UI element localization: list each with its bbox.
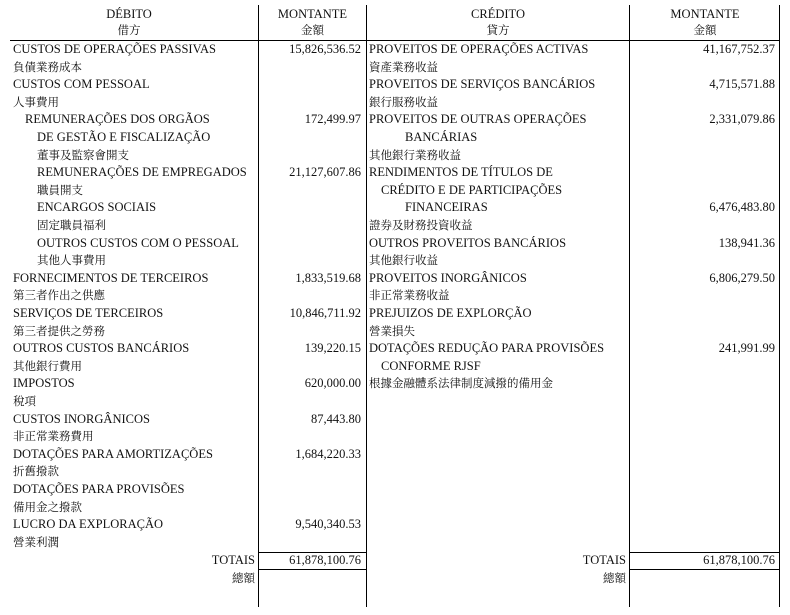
debit-item-label: 折舊撥款 [13, 464, 59, 479]
debit-amount-heading-zh: 金額 [301, 23, 324, 37]
credit-amount-heading: MONTANTE [670, 7, 740, 21]
debit-item-amount: 9,540,340.53 [295, 517, 361, 532]
debit-item-amount: 139,220.15 [304, 341, 361, 356]
debit-item-label: 負債業務成本 [13, 59, 82, 74]
debit-item-label: ENCARGOS SOCIAIS [37, 200, 157, 215]
credit-item-label: PROVEITOS INORGÂNICOS [369, 270, 527, 285]
credit-total-amount: 61,878,100.76 [703, 553, 775, 567]
debit-item-label: FORNECIMENTOS DE TERCEIROS [13, 270, 209, 285]
credit-item-label: 營業損失 [369, 323, 415, 338]
debit-item-label: 非正常業務費用 [13, 429, 94, 444]
credit-item-label: BANCÁRIAS [405, 130, 478, 144]
debit-item-label: 固定職員福利 [37, 218, 106, 232]
debit-item-amount: 87,443.80 [311, 411, 361, 426]
debit-item-amount: 1,684,220.33 [295, 446, 361, 461]
header-divider [10, 40, 780, 41]
debit-item-amount: 21,127,607.86 [289, 165, 361, 180]
debit-item-label: DOTAÇÕES PARA AMORTIZAÇÕES [13, 446, 213, 461]
debit-item-label: 第三者作出之供應 [13, 288, 105, 303]
debit-heading-zh: 借方 [117, 23, 141, 37]
debit-amount-heading: MONTANTE [277, 7, 348, 21]
debit-item-label: 職員開支 [37, 182, 83, 197]
credit-item-amount: 6,476,483.80 [709, 200, 775, 215]
debit-heading: DÉBITO [106, 7, 152, 21]
debit-item-label: 備用金之撥款 [13, 499, 82, 514]
debit-item-label: 稅項 [13, 394, 36, 408]
debit-item-label: DE GESTÃO E FISCALIZAÇÃO [37, 130, 211, 144]
credit-item-amount: 4,715,571.88 [709, 77, 775, 92]
debit-item-label: OUTROS CUSTOS COM O PESSOAL [37, 235, 239, 250]
credit-item-amount: 6,806,279.50 [709, 270, 775, 285]
debit-item-label: CUSTOS DE OPERAÇÕES PASSIVAS [13, 42, 216, 56]
total-rule [630, 569, 779, 570]
credit-item-label: PROVEITOS DE SERVIÇOS BANCÁRIOS [369, 77, 596, 92]
debit-totals-label-zh: 總額 [232, 571, 255, 585]
debit-item-label: LUCRO DA EXPLORAÇÃO [13, 517, 164, 532]
credit-item-label: 根據金融體系法律制度減撥的備用金 [369, 376, 553, 391]
debit-item-label: 人事費用 [13, 94, 59, 109]
debit-item-amount: 10,846,711.92 [289, 306, 361, 320]
debit-item-label: REMUNERAÇÕES DOS ORGÃOS [25, 112, 210, 127]
debit-item-amount: 15,826,536.52 [289, 42, 361, 56]
debit-item-label: 營業利潤 [13, 534, 59, 549]
debit-item-label: IMPOSTOS [13, 376, 75, 391]
total-rule [259, 569, 366, 570]
debit-item-label: CUSTOS COM PESSOAL [13, 77, 150, 92]
credit-item-label: RENDIMENTOS DE TÍTULOS DE [369, 165, 553, 180]
column-divider [366, 5, 367, 607]
credit-item-label: 銀行服務收益 [369, 94, 438, 109]
credit-item-label: FINANCEIRAS [405, 200, 488, 215]
credit-item-label: PREJUIZOS DE EXPLORÇÃO [369, 306, 532, 320]
credit-item-label: PROVEITOS DE OPERAÇÕES ACTIVAS [369, 42, 589, 56]
credit-heading-zh: 貸方 [486, 23, 510, 37]
credit-heading: CRÉDITO [471, 7, 525, 21]
credit-item-amount: 241,991.99 [718, 341, 775, 356]
credit-item-amount: 2,331,079.86 [709, 112, 775, 127]
credit-item-label: CRÉDITO E DE PARTICIPAÇÕES [381, 182, 563, 197]
credit-item-label: 證券及財務投資收益 [369, 218, 473, 232]
debit-item-label: DOTAÇÕES PARA PROVISÕES [13, 482, 185, 496]
debit-item-label: REMUNERAÇÕES DE EMPREGADOS [37, 165, 247, 180]
debit-item-label: 其他人事費用 [37, 253, 106, 268]
credit-totals-label-zh: 總額 [603, 571, 626, 585]
credit-item-label: 其他銀行業務收益 [369, 147, 461, 162]
credit-item-label: PROVEITOS DE OUTRAS OPERAÇÕES [369, 112, 587, 127]
debit-item-label: 其他銀行費用 [13, 358, 82, 373]
debit-item-label: 第三者提供之勞務 [13, 323, 105, 338]
debit-item-amount: 1,833,519.68 [295, 270, 361, 285]
column-divider [779, 5, 780, 607]
credit-amount-heading-zh: 金額 [693, 23, 717, 37]
debit-item-amount: 620,000.00 [304, 376, 361, 391]
debit-item-amount: 172,499.97 [304, 112, 361, 127]
credit-item-amount: 41,167,752.37 [703, 42, 775, 56]
credit-item-label: 非正常業務收益 [369, 288, 450, 303]
credit-item-amount: 138,941.36 [718, 235, 775, 250]
debit-totals-label: TOTAIS [211, 553, 255, 567]
credit-item-label: 資產業務收益 [369, 59, 438, 74]
debit-item-label: OUTROS CUSTOS BANCÁRIOS [13, 341, 190, 356]
credit-item-label: DOTAÇÕES REDUÇÃO PARA PROVISÕES [369, 341, 605, 356]
debit-item-label: SERVIÇOS DE TERCEIROS [13, 306, 164, 320]
debit-item-label: CUSTOS INORGÂNICOS [13, 411, 150, 426]
credit-item-label: CONFORME RJSF [381, 358, 481, 373]
debit-total-amount: 61,878,100.76 [289, 553, 361, 567]
debit-item-label: 董事及監察會開支 [37, 147, 129, 162]
column-divider [629, 5, 630, 607]
credit-totals-label: TOTAIS [582, 553, 626, 567]
credit-item-label: 其他銀行收益 [369, 253, 438, 268]
credit-item-label: OUTROS PROVEITOS BANCÁRIOS [369, 235, 567, 250]
